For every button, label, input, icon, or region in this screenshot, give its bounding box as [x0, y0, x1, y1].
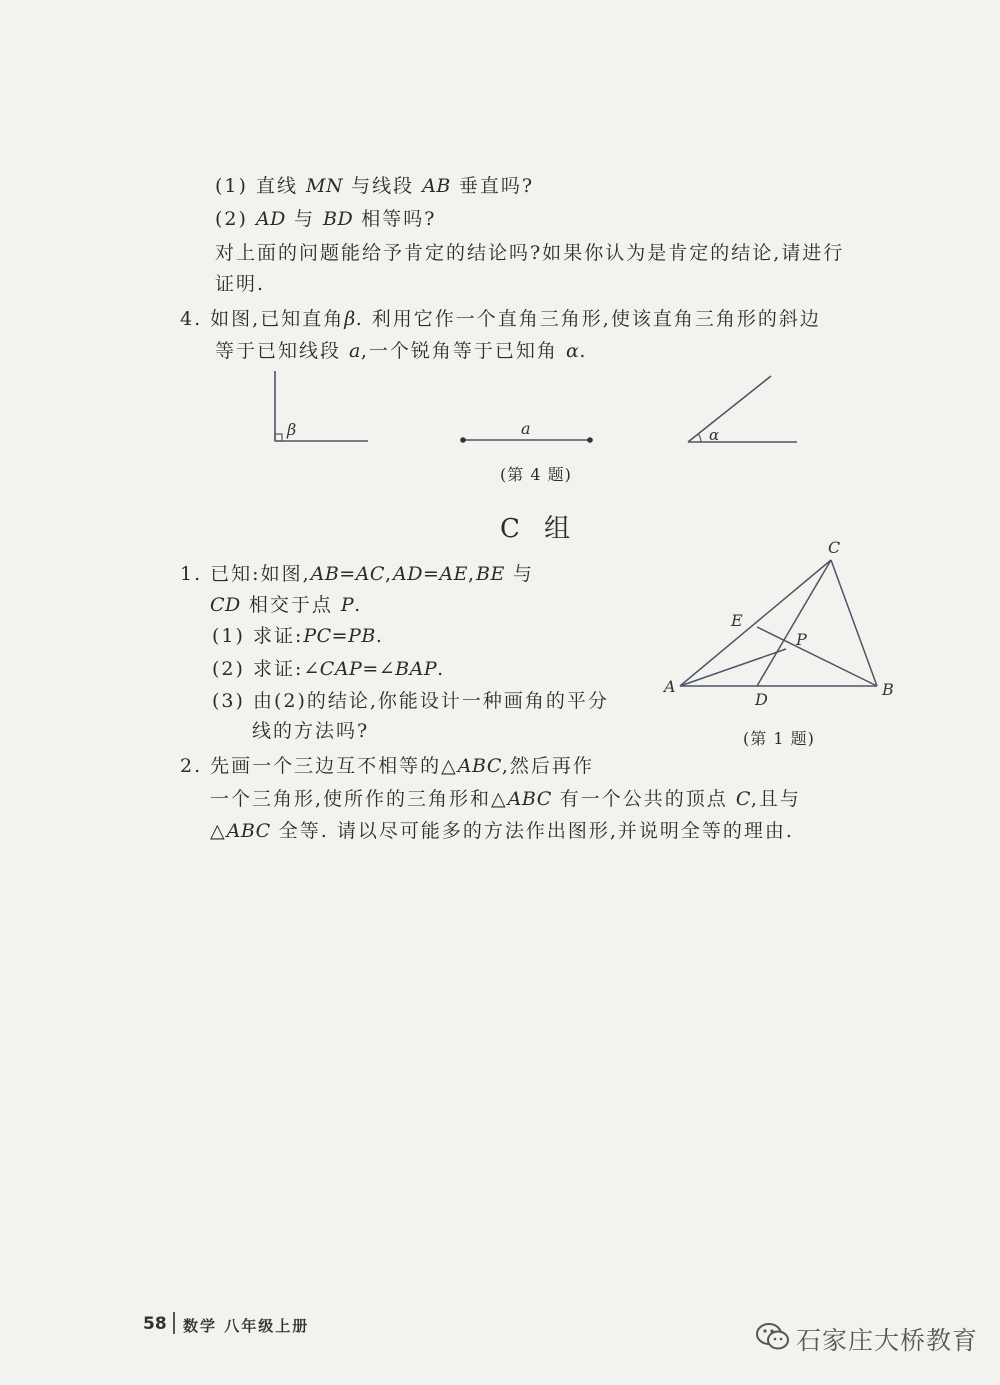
q3-text-line2: 证明. — [215, 273, 266, 295]
book-title: 数学 八年级上册 — [183, 1317, 310, 1335]
wechat-icon — [755, 1322, 791, 1352]
c-q1-line2: CD 相交于点 P. — [210, 594, 363, 616]
point-d-label: D — [755, 690, 768, 709]
c-q2-line1: 2. 先画一个三边互不相等的△ABC,然后再作 — [180, 755, 594, 777]
c-q1-sub3-line1: (3) 由(2)的结论,你能设计一种画角的平分 — [212, 690, 609, 712]
c-q2-line2: 一个三角形,使所作的三角形和△ABC 有一个公共的顶点 C,且与 — [210, 788, 801, 810]
point-c-label: C — [828, 538, 841, 557]
point-e-label: E — [731, 611, 743, 630]
c-q1-caption: (第 1 题) — [743, 729, 815, 748]
alpha-label: α — [709, 426, 720, 444]
c-q1-sub1: (1) 求证:PC=PB. — [212, 625, 384, 647]
page-number: 58 — [143, 1314, 167, 1334]
group-c-title: C 组 — [500, 514, 579, 544]
point-p-label: P — [796, 630, 807, 649]
right-angle-beta — [275, 371, 368, 441]
point-b-label: B — [882, 680, 894, 699]
c-q1-line1: 1. 已知:如图,AB=AC,AD=AE,BE 与 — [180, 563, 534, 585]
q1-triangle-figure — [662, 538, 894, 709]
c-q1-sub3-line2: 线的方法吗? — [252, 720, 370, 742]
point-a-label: A — [664, 677, 676, 696]
q4-line2: 等于已知线段 a,一个锐角等于已知角 α. — [215, 340, 588, 362]
angle-alpha — [688, 376, 797, 444]
q3-sub2: (2) AD 与 BD 相等吗? — [215, 208, 437, 230]
q4-line1: 4. 如图,已知直角β. 利用它作一个直角三角形,使该直角三角形的斜边 — [180, 308, 821, 330]
watermark-text: 石家庄大桥教育 — [796, 1326, 979, 1355]
q3-sub1: (1) 直线 MN 与线段 AB 垂直吗? — [215, 175, 535, 197]
beta-label: β — [287, 420, 297, 439]
q3-text-line1: 对上面的问题能给予肯定的结论吗?如果你认为是肯定的结论,请进行 — [215, 242, 845, 264]
c-q1-sub2: (2) 求证:∠CAP=∠BAP. — [212, 658, 446, 680]
c-q2-line3: △ABC 全等. 请以尽可能多的方法作出图形,并说明全等的理由. — [210, 820, 794, 842]
q4-caption: (第 4 题) — [500, 465, 572, 484]
footer-divider — [173, 1312, 175, 1334]
segment-a — [460, 419, 593, 443]
a-label: a — [521, 419, 531, 438]
